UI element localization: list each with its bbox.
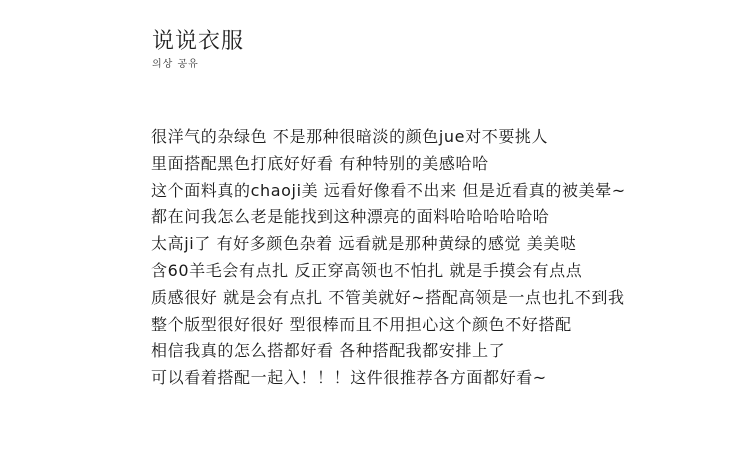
description-text [151, 124, 741, 392]
text-line: 整个版型很好很好 型很棒而且不用担心这个颜色不好搭配 [151, 314, 572, 334]
text-line: 可以看着搭配一起入！！！这件很推荐各方面都好看~ [151, 368, 547, 388]
page-subtitle: 의상 공유 [152, 59, 199, 70]
text-line: 很洋气的杂绿色 不是那种很暗淡的颜色jue对不要挑人 [151, 127, 549, 146]
text-line: 相信我真的怎么搭都好看 各种搭配我都安排上了 [151, 341, 506, 361]
text-line: 质感很好 就是会有点扎 不管美就好~搭配高领是一点也扎不到我 [151, 287, 625, 307]
text-line: 含60羊毛会有点扎 反正穿高领也不怕扎 就是手摸会有点点 [151, 260, 583, 280]
text-line: 这个面料真的chaoji美 远看好像看不出来 但是近看真的被美晕~ [151, 180, 626, 200]
page-title: 说说衣服 [152, 29, 245, 54]
text-line: 里面搭配黑色打底好好看 有种特别的美感哈哈 [151, 153, 489, 173]
text-line: 太高ji了 有好多颜色杂着 远看就是那种黄绿的感觉 美美哒 [151, 234, 577, 254]
text-line: 都在问我怎么老是能找到这种漂亮的面料哈哈哈哈哈哈 [151, 207, 550, 227]
header [152, 28, 244, 71]
